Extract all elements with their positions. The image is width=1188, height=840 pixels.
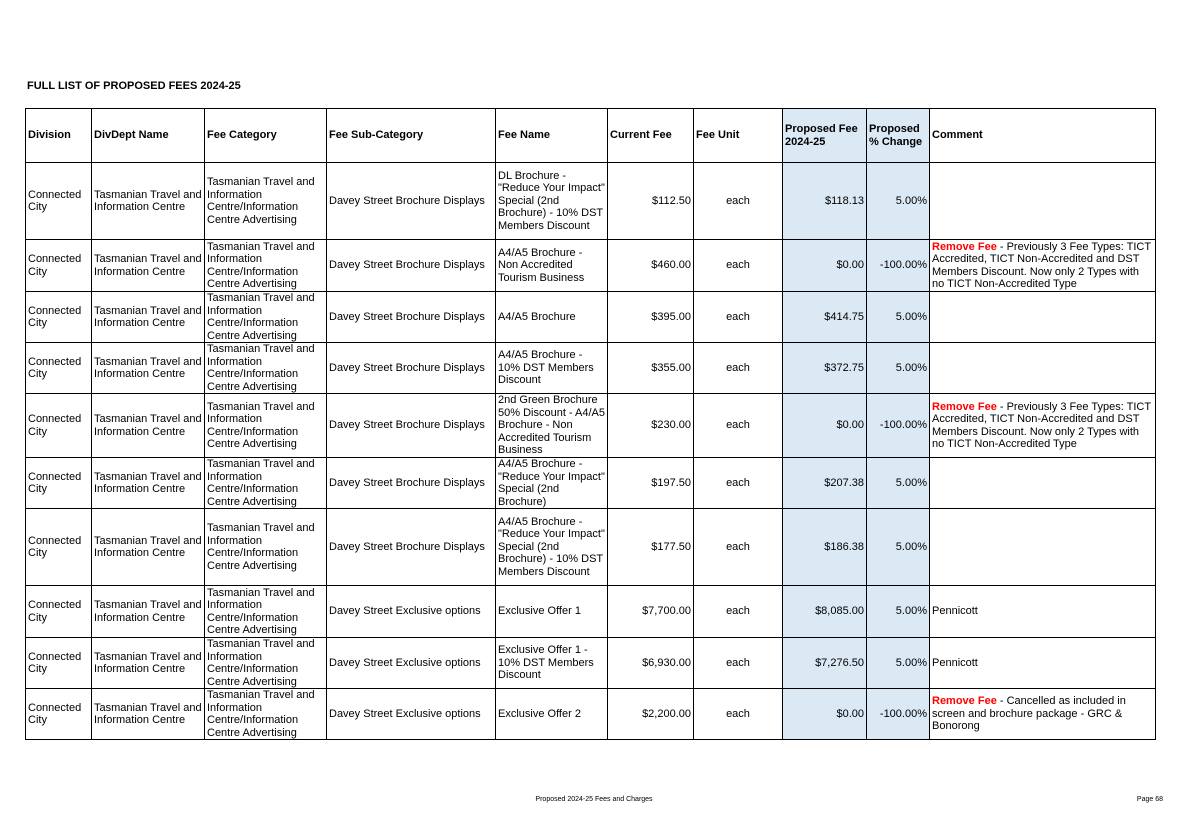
cell-divdept: Tasmanian Travel and Information Centre (92, 343, 205, 394)
header-fee-name: Fee Name (496, 109, 608, 163)
cell-fee-unit: each (694, 163, 783, 240)
cell-divdept: Tasmanian Travel and Information Centre (92, 240, 205, 292)
cell-division: Connected City (26, 163, 92, 240)
cell-comment (930, 240, 1156, 292)
cell-proposed-fee: $207.38 (783, 458, 867, 509)
cell-fee-name: Exclusive Offer 1 - 10% DST Members Discount (496, 638, 608, 689)
table-row (26, 292, 1156, 343)
fees-table (25, 108, 1156, 740)
comment-text: - Cancelled as included in screen and brochure package - GRC & Bonorong (932, 695, 1126, 733)
cell-division: Connected City (26, 458, 92, 509)
cell-divdept: Tasmanian Travel and Information Centre (92, 638, 205, 689)
cell-division: Connected City (26, 394, 92, 458)
cell-fee-unit: each (694, 458, 783, 509)
cell-division: Connected City (26, 240, 92, 292)
cell-division: Connected City (26, 638, 92, 689)
cell-fee-name: A4/A5 Brochure (496, 292, 608, 343)
cell-proposed-fee: $7,276.50 (783, 638, 867, 689)
header-division: Division (26, 109, 92, 163)
cell-proposed-fee: $372.75 (783, 343, 867, 394)
cell-comment (930, 689, 1156, 740)
cell-comment (930, 163, 1156, 240)
table-row (26, 343, 1156, 394)
cell-fee-subcategory: Davey Street Brochure Displays (327, 509, 496, 586)
cell-divdept: Tasmanian Travel and Information Centre (92, 292, 205, 343)
cell-fee-name: DL Brochure - "Reduce Your Impact" Special (2nd Brochure) - 10% DST Members Discount (496, 163, 608, 240)
cell-current-fee: $197.50 (608, 458, 694, 509)
cell-fee-name: A4/A5 Brochure - "Reduce Your Impact" Special (2nd Brochure) (496, 458, 608, 509)
cell-current-fee: $2,200.00 (608, 689, 694, 740)
cell-fee-subcategory: Davey Street Brochure Displays (327, 458, 496, 509)
cell-comment (930, 586, 1156, 638)
header-fee-subcategory: Fee Sub-Category (327, 109, 496, 163)
cell-fee-subcategory: Davey Street Brochure Displays (327, 163, 496, 240)
remove-fee-flag: Remove Fee (932, 400, 997, 413)
header-proposed-fee: Proposed Fee 2024-25 (783, 109, 867, 163)
cell-fee-name: A4/A5 Brochure - 10% DST Members Discount (496, 343, 608, 394)
table-row (26, 586, 1156, 638)
cell-division: Connected City (26, 586, 92, 638)
cell-fee-category: Tasmanian Travel and Information Centre/Information Centre Advertising (205, 394, 327, 458)
cell-fee-unit: each (694, 638, 783, 689)
footer-title: Proposed 2024-25 Fees and Charges (535, 796, 653, 803)
header-fee-category: Fee Category (205, 109, 327, 163)
cell-division: Connected City (26, 292, 92, 343)
cell-division: Connected City (26, 509, 92, 586)
cell-percent-change: -100.00% (867, 394, 930, 458)
cell-proposed-fee: $0.00 (783, 240, 867, 292)
cell-division: Connected City (26, 689, 92, 740)
table-row (26, 163, 1156, 240)
cell-fee-category: Tasmanian Travel and Information Centre/Information Centre Advertising (205, 240, 327, 292)
cell-divdept: Tasmanian Travel and Information Centre (92, 458, 205, 509)
cell-percent-change: -100.00% (867, 689, 930, 740)
cell-fee-category: Tasmanian Travel and Information Centre/Information Centre Advertising (205, 292, 327, 343)
cell-fee-subcategory: Davey Street Brochure Displays (327, 343, 496, 394)
cell-fee-name: 2nd Green Brochure 50% Discount - A4/A5 Brochure - Non Accredited Tourism Business (496, 394, 608, 458)
cell-fee-subcategory: Davey Street Exclusive options (327, 638, 496, 689)
cell-fee-category: Tasmanian Travel and Information Centre/Information Centre Advertising (205, 509, 327, 586)
header-divdept: DivDept Name (92, 109, 205, 163)
cell-fee-name: A4/A5 Brochure - "Reduce Your Impact" Special (2nd Brochure) - 10% DST Members Discount (496, 509, 608, 586)
cell-comment (930, 458, 1156, 509)
cell-fee-subcategory: Davey Street Exclusive options (327, 689, 496, 740)
cell-percent-change: 5.00% (867, 163, 930, 240)
cell-fee-unit: each (694, 292, 783, 343)
table-row (26, 638, 1156, 689)
cell-fee-name: Exclusive Offer 2 (496, 689, 608, 740)
cell-comment (930, 292, 1156, 343)
cell-fee-subcategory: Davey Street Exclusive options (327, 586, 496, 638)
table-row (26, 394, 1156, 458)
cell-proposed-fee: $414.75 (783, 292, 867, 343)
cell-current-fee: $395.00 (608, 292, 694, 343)
cell-fee-unit: each (694, 240, 783, 292)
table-row (26, 689, 1156, 740)
header-fee-unit: Fee Unit (694, 109, 783, 163)
cell-fee-unit: each (694, 394, 783, 458)
cell-fee-category: Tasmanian Travel and Information Centre/Information Centre Advertising (205, 343, 327, 394)
comment-text: - Previously 3 Fee Types: TICT Accredited, TICT Non-Accredited and DST Members Discount. Now only 2 Types with no TICT Non-Accredited Type (932, 240, 1151, 290)
cell-proposed-fee: $0.00 (783, 394, 867, 458)
cell-divdept: Tasmanian Travel and Information Centre (92, 689, 205, 740)
cell-percent-change: 5.00% (867, 458, 930, 509)
table-body (26, 163, 1156, 740)
cell-divdept: Tasmanian Travel and Information Centre (92, 163, 205, 240)
cell-proposed-fee: $118.13 (783, 163, 867, 240)
table-row (26, 458, 1156, 509)
page-number: Page 68 (1136, 796, 1163, 803)
cell-percent-change: 5.00% (867, 343, 930, 394)
comment-text: Pennicott (932, 656, 978, 669)
cell-fee-category: Tasmanian Travel and Information Centre/Information Centre Advertising (205, 163, 327, 240)
cell-fee-category: Tasmanian Travel and Information Centre/Information Centre Advertising (205, 638, 327, 689)
cell-comment (930, 638, 1156, 689)
comment-text: - Previously 3 Fee Types: TICT Accredited, TICT Non-Accredited and DST Members Discount. Now only 2 Types with no TICT Non-Accredited Type (932, 400, 1151, 450)
cell-current-fee: $177.50 (608, 509, 694, 586)
comment-text: Pennicott (932, 605, 978, 618)
cell-current-fee: $112.50 (608, 163, 694, 240)
cell-proposed-fee: $186.38 (783, 509, 867, 586)
cell-fee-subcategory: Davey Street Brochure Displays (327, 394, 496, 458)
cell-comment (930, 394, 1156, 458)
remove-fee-flag: Remove Fee (932, 695, 997, 708)
cell-divdept: Tasmanian Travel and Information Centre (92, 509, 205, 586)
cell-current-fee: $230.00 (608, 394, 694, 458)
cell-fee-unit: each (694, 509, 783, 586)
cell-divdept: Tasmanian Travel and Information Centre (92, 394, 205, 458)
cell-current-fee: $460.00 (608, 240, 694, 292)
cell-fee-subcategory: Davey Street Brochure Displays (327, 292, 496, 343)
cell-fee-unit: each (694, 343, 783, 394)
remove-fee-flag: Remove Fee (932, 240, 997, 253)
cell-percent-change: -100.00% (867, 240, 930, 292)
cell-percent-change: 5.00% (867, 509, 930, 586)
cell-current-fee: $7,700.00 (608, 586, 694, 638)
table-row (26, 240, 1156, 292)
page-title: FULL LIST OF PROPOSED FEES 2024-25 (27, 80, 241, 92)
header-current-fee: Current Fee (608, 109, 694, 163)
cell-proposed-fee: $8,085.00 (783, 586, 867, 638)
cell-proposed-fee: $0.00 (783, 689, 867, 740)
cell-fee-category: Tasmanian Travel and Information Centre/Information Centre Advertising (205, 586, 327, 638)
cell-fee-subcategory: Davey Street Brochure Displays (327, 240, 496, 292)
cell-fee-unit: each (694, 586, 783, 638)
cell-current-fee: $355.00 (608, 343, 694, 394)
cell-division: Connected City (26, 343, 92, 394)
cell-percent-change: 5.00% (867, 292, 930, 343)
table-header-row (26, 109, 1156, 163)
cell-fee-unit: each (694, 689, 783, 740)
cell-fee-category: Tasmanian Travel and Information Centre/Information Centre Advertising (205, 458, 327, 509)
cell-fee-category: Tasmanian Travel and Information Centre/Information Centre Advertising (205, 689, 327, 740)
cell-percent-change: 5.00% (867, 586, 930, 638)
cell-divdept: Tasmanian Travel and Information Centre (92, 586, 205, 638)
table-row (26, 509, 1156, 586)
cell-fee-name: Exclusive Offer 1 (496, 586, 608, 638)
header-percent-change: Proposed % Change (867, 109, 930, 163)
cell-percent-change: 5.00% (867, 638, 930, 689)
cell-comment (930, 343, 1156, 394)
header-comment: Comment (930, 109, 1156, 163)
cell-fee-name: A4/A5 Brochure - Non Accredited Tourism Business (496, 240, 608, 292)
cell-comment (930, 509, 1156, 586)
cell-current-fee: $6,930.00 (608, 638, 694, 689)
